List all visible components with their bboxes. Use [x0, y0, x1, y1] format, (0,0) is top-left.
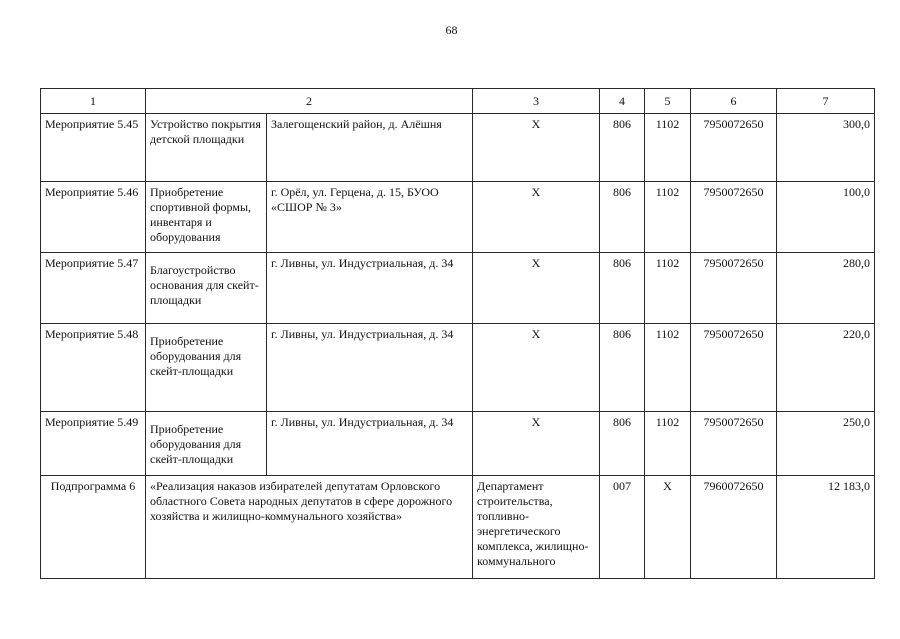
header-col-4: 4 [600, 89, 645, 114]
executor-cell: Х [473, 182, 600, 253]
header-col-3: 3 [473, 89, 600, 114]
location-cell: г. Ливны, ул. Индустриальная, д. 34 [267, 324, 473, 412]
name-cell: Приобретение спортивной формы, инвентаря и оборудования [146, 182, 267, 253]
table-header-row [41, 89, 875, 114]
target-article-cell: 7950072650 [691, 182, 777, 253]
executor-cell: Департамент строительства, топливно-энергетического комплекса, жилищно-коммунального [473, 476, 600, 579]
grbs-cell: 007 [600, 476, 645, 579]
table-row [41, 412, 875, 476]
section-cell: 1102 [645, 324, 691, 412]
grbs-cell: 806 [600, 412, 645, 476]
grbs-cell: 806 [600, 114, 645, 182]
event-cell: Мероприятие 5.49 [41, 412, 146, 476]
target-article-cell: 7960072650 [691, 476, 777, 579]
name-cell: Приобретение оборудования для скейт-площадки [146, 412, 267, 476]
executor-cell: Х [473, 412, 600, 476]
section-cell: 1102 [645, 412, 691, 476]
event-cell: Мероприятие 5.48 [41, 324, 146, 412]
amount-cell: 280,0 [777, 253, 875, 324]
page-number: 68 [445, 23, 458, 37]
name-cell: Благоустройство основания для скейт-площадки [146, 253, 267, 324]
target-article-cell: 7950072650 [691, 324, 777, 412]
amount-cell: 250,0 [777, 412, 875, 476]
section-cell: Х [645, 476, 691, 579]
name-cell: Приобретение оборудования для скейт-площадки [146, 324, 267, 412]
target-article-cell: 7950072650 [691, 253, 777, 324]
table-row [41, 324, 875, 412]
amount-cell: 300,0 [777, 114, 875, 182]
target-article-cell: 7950072650 [691, 412, 777, 476]
amount-cell: 100,0 [777, 182, 875, 253]
event-cell: Мероприятие 5.45 [41, 114, 146, 182]
executor-cell: Х [473, 114, 600, 182]
section-cell: 1102 [645, 253, 691, 324]
header-col-6: 6 [691, 89, 777, 114]
section-cell: 1102 [645, 114, 691, 182]
event-cell: Мероприятие 5.47 [41, 253, 146, 324]
amount-cell: 220,0 [777, 324, 875, 412]
table-row [41, 114, 875, 182]
header-col-2: 2 [146, 89, 473, 114]
subprogram-row [41, 476, 875, 579]
location-cell: Залегощенский район, д. Алёшня [267, 114, 473, 182]
name-cell: «Реализация наказов избирателей депутатам Орловского областного Совета народных депутатов в сфере дорожного хозяйства и жилищно-коммунального хозяйства» [146, 476, 473, 579]
event-cell: Подпрограмма 6 [41, 476, 146, 579]
grbs-cell: 806 [600, 253, 645, 324]
section-cell: 1102 [645, 182, 691, 253]
name-cell: Устройство покрытия детской площадки [146, 114, 267, 182]
executor-cell: Х [473, 324, 600, 412]
header-col-5: 5 [645, 89, 691, 114]
header-col-7: 7 [777, 89, 875, 114]
executor-cell: Х [473, 253, 600, 324]
location-cell: г. Ливны, ул. Индустриальная, д. 34 [267, 412, 473, 476]
grbs-cell: 806 [600, 182, 645, 253]
budget-table [40, 88, 875, 579]
header-col-1: 1 [41, 89, 146, 114]
table-row [41, 253, 875, 324]
grbs-cell: 806 [600, 324, 645, 412]
location-cell: г. Ливны, ул. Индустриальная, д. 34 [267, 253, 473, 324]
target-article-cell: 7950072650 [691, 114, 777, 182]
amount-cell: 12 183,0 [777, 476, 875, 579]
location-cell: г. Орёл, ул. Герцена, д. 15, БУОО «СШОР № 3» [267, 182, 473, 253]
event-cell: Мероприятие 5.46 [41, 182, 146, 253]
table-row [41, 182, 875, 253]
